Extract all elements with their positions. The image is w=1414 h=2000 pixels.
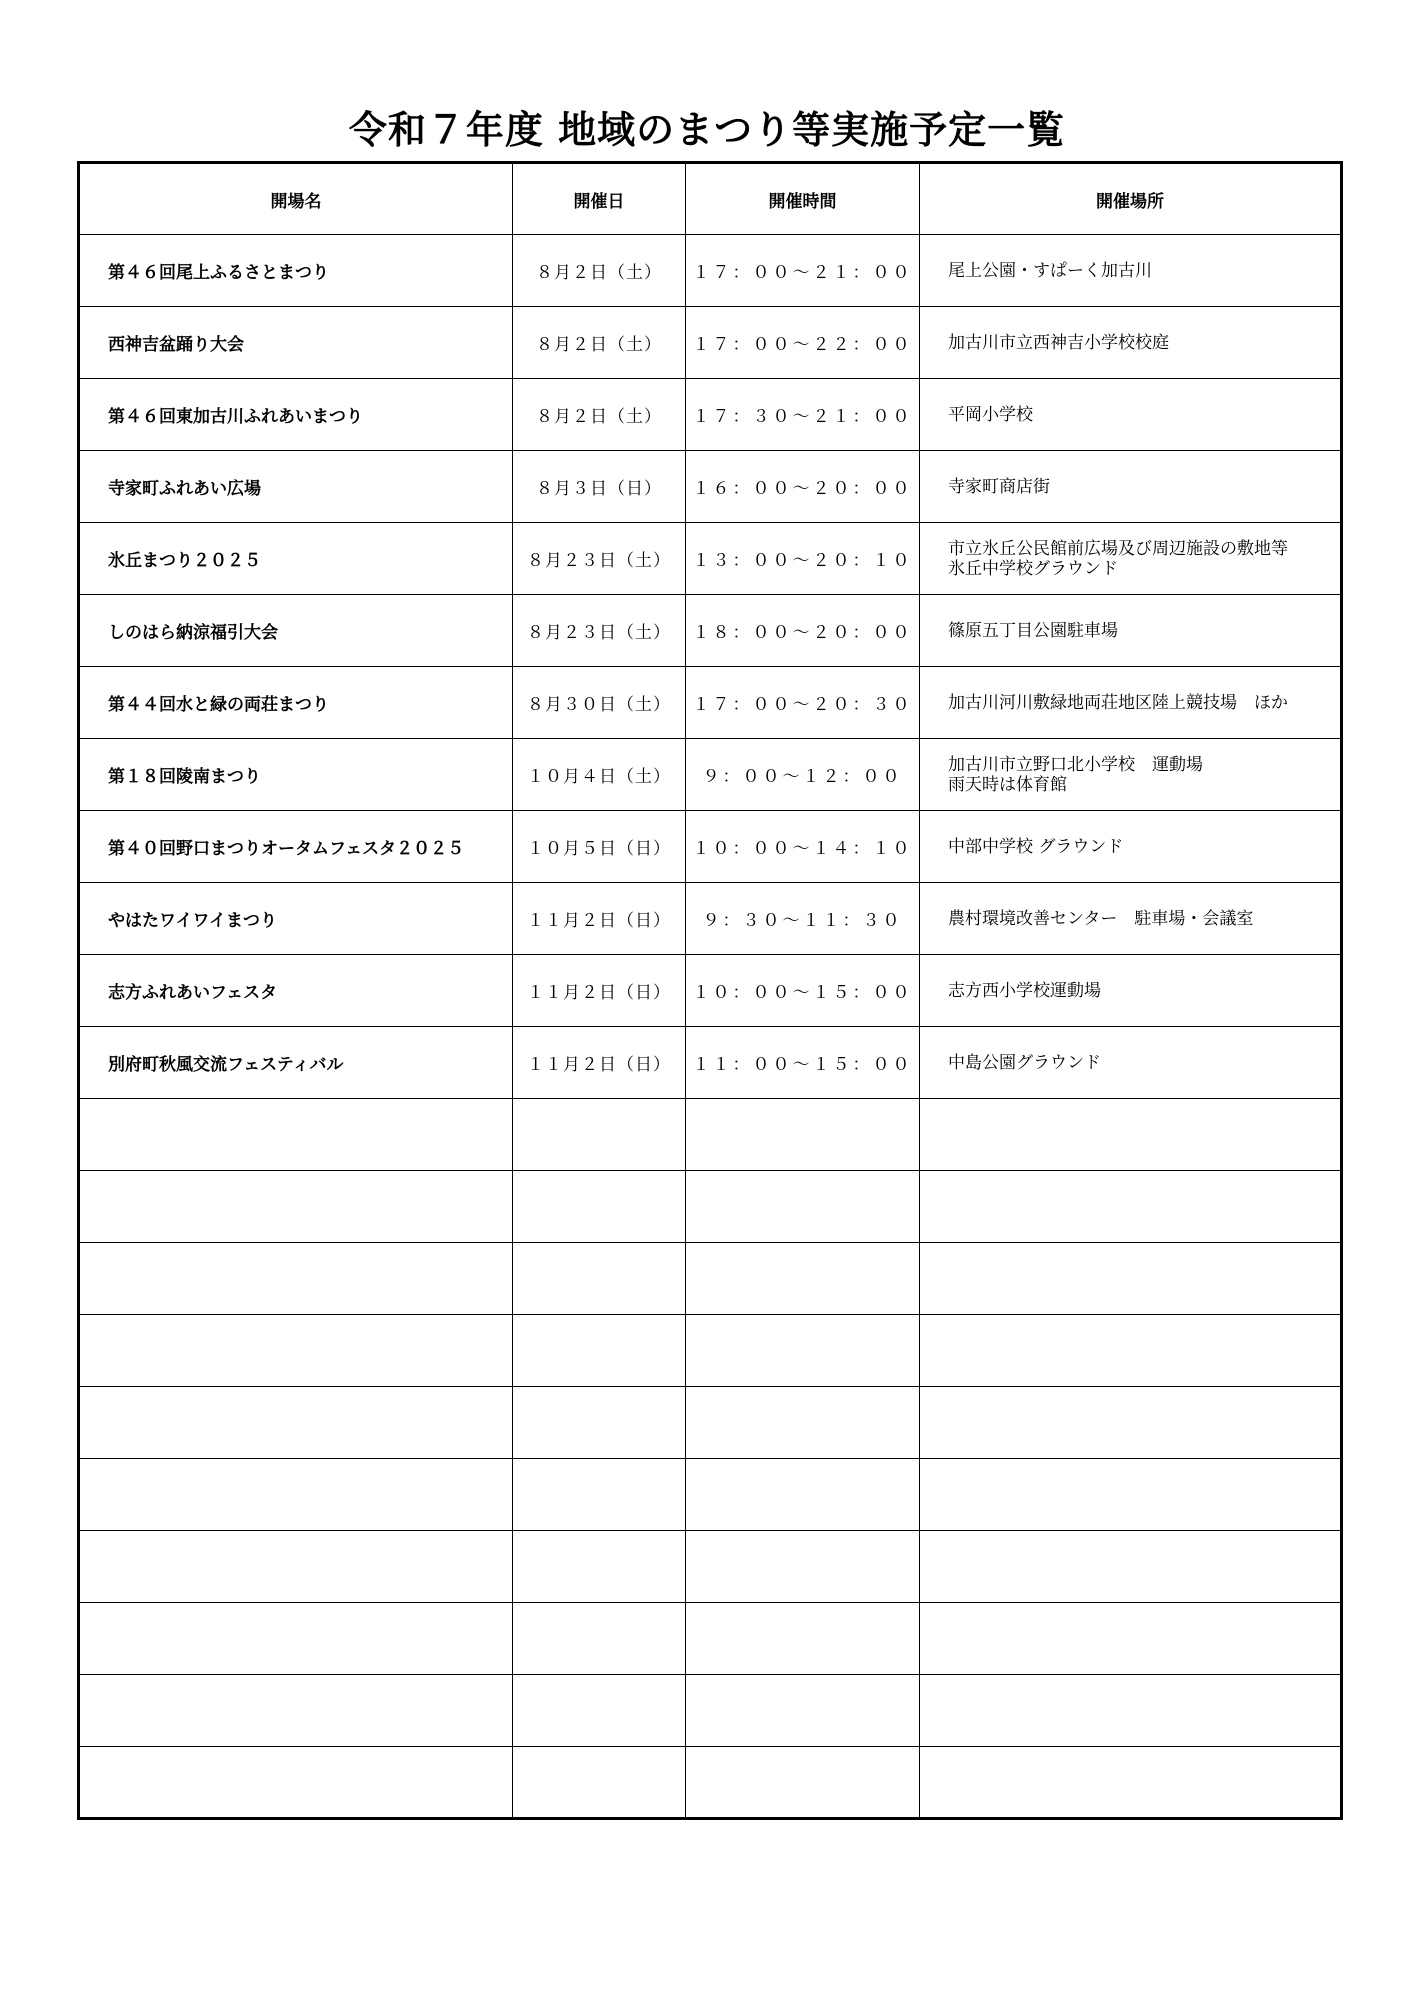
venue-line: 氷丘中学校グラウンド [948,558,1118,579]
event-time: １７：００～２２：００ [686,307,920,379]
empty-cell [79,1675,513,1747]
event-time: １８：００～２０：００ [686,595,920,667]
table-header-row [79,163,1342,235]
empty-cell [79,1531,513,1603]
venue-line: 雨天時は体育館 [948,774,1067,795]
empty-table-row [79,1459,1342,1531]
event-name: 西神吉盆踊り大会 [79,307,513,379]
table-row [79,307,1342,379]
table-row [79,811,1342,883]
empty-cell [79,1387,513,1459]
empty-cell [79,1171,513,1243]
empty-cell [920,1603,1342,1675]
empty-cell [920,1747,1342,1819]
empty-cell [686,1387,920,1459]
empty-table-row [79,1675,1342,1747]
venue-line: 加古川市立野口北小学校 運動場 [948,754,1203,775]
empty-cell [513,1099,686,1171]
event-name: 第１８回陵南まつり [79,739,513,811]
empty-cell [686,1315,920,1387]
event-venue [920,667,1342,739]
empty-cell [513,1387,686,1459]
empty-cell [79,1099,513,1171]
empty-cell [920,1243,1342,1315]
venue-line: 寺家町商店街 [948,476,1050,497]
empty-cell [920,1387,1342,1459]
event-date: １０月４日（土） [513,739,686,811]
event-time: １０：００～１５：００ [686,955,920,1027]
event-time: １７：００～２０：３０ [686,667,920,739]
empty-table-row [79,1171,1342,1243]
event-name: 寺家町ふれあい広場 [79,451,513,523]
header-name: 開場名 [79,163,513,235]
table-row [79,379,1342,451]
empty-cell [79,1315,513,1387]
empty-cell [920,1315,1342,1387]
event-venue [920,235,1342,307]
table-row [79,955,1342,1027]
empty-table-row [79,1387,1342,1459]
venue-line: 平岡小学校 [948,404,1033,425]
event-venue [920,595,1342,667]
event-venue [920,523,1342,595]
event-date: １０月５日（日） [513,811,686,883]
empty-table-row [79,1315,1342,1387]
event-time: ９：３０～１１：３０ [686,883,920,955]
header-venue: 開催場所 [920,163,1342,235]
empty-cell [686,1747,920,1819]
event-time: １３：００～２０：１０ [686,523,920,595]
event-name: 別府町秋風交流フェスティバル [79,1027,513,1099]
empty-cell [686,1459,920,1531]
festival-schedule-table [77,161,1343,1820]
venue-line: 篠原五丁目公園駐車場 [948,620,1118,641]
venue-line: 農村環境改善センター 駐車場・会議室 [948,908,1254,929]
event-date: ８月３日（日） [513,451,686,523]
empty-cell [686,1675,920,1747]
event-name: 第４６回尾上ふるさとまつり [79,235,513,307]
empty-cell [513,1603,686,1675]
venue-line: 尾上公園・すぱーく加古川 [948,260,1152,281]
empty-cell [920,1099,1342,1171]
event-date: １１月２日（日） [513,1027,686,1099]
event-time: １０：００～１４：１０ [686,811,920,883]
event-name: 志方ふれあいフェスタ [79,955,513,1027]
event-name: 第４６回東加古川ふれあいまつり [79,379,513,451]
event-time: １７：３０～２１：００ [686,379,920,451]
event-name: 第４４回水と緑の両荘まつり [79,667,513,739]
empty-cell [686,1099,920,1171]
event-date: ８月２３日（土） [513,523,686,595]
table-row [79,235,1342,307]
empty-cell [686,1171,920,1243]
empty-cell [79,1243,513,1315]
event-time: １７：００～２１：００ [686,235,920,307]
empty-table-row [79,1747,1342,1819]
empty-cell [686,1603,920,1675]
event-time: ９：００～１２：００ [686,739,920,811]
event-venue [920,883,1342,955]
table-body [79,235,1342,1819]
empty-cell [686,1531,920,1603]
table-row [79,595,1342,667]
empty-cell [513,1315,686,1387]
event-time: １１：００～１５：００ [686,1027,920,1099]
table-row [79,451,1342,523]
event-date: ８月２日（土） [513,235,686,307]
event-time: １６：００～２０：００ [686,451,920,523]
event-name: 第４０回野口まつりオータムフェスタ２０２５ [79,811,513,883]
empty-cell [920,1531,1342,1603]
event-venue [920,379,1342,451]
header-date: 開催日 [513,163,686,235]
venue-line: 加古川河川敷緑地両荘地区陸上競技場 ほか [948,692,1288,713]
event-venue [920,955,1342,1027]
table-row [79,1027,1342,1099]
empty-table-row [79,1099,1342,1171]
event-venue [920,739,1342,811]
event-date: ８月２日（土） [513,307,686,379]
empty-cell [79,1459,513,1531]
empty-cell [513,1675,686,1747]
empty-cell [513,1747,686,1819]
venue-line: 中部中学校 グラウンド [948,836,1124,857]
event-venue [920,811,1342,883]
event-venue [920,451,1342,523]
empty-cell [513,1171,686,1243]
event-date: １１月２日（日） [513,883,686,955]
empty-cell [920,1675,1342,1747]
table-row [79,523,1342,595]
event-name: 氷丘まつり２０２５ [79,523,513,595]
event-venue [920,307,1342,379]
table-row [79,739,1342,811]
empty-cell [686,1243,920,1315]
empty-cell [920,1459,1342,1531]
venue-line: 中島公園グラウンド [948,1052,1101,1073]
empty-table-row [79,1531,1342,1603]
empty-table-row [79,1603,1342,1675]
empty-cell [513,1531,686,1603]
venue-line: 志方西小学校運動場 [948,980,1101,1001]
empty-cell [920,1171,1342,1243]
event-name: しのはら納涼福引大会 [79,595,513,667]
event-date: ８月３０日（土） [513,667,686,739]
event-date: ８月２日（土） [513,379,686,451]
event-venue [920,1027,1342,1099]
venue-line: 市立氷丘公民館前広場及び周辺施設の敷地等 [948,538,1288,559]
empty-table-row [79,1243,1342,1315]
empty-cell [513,1459,686,1531]
header-time: 開催時間 [686,163,920,235]
venue-line: 加古川市立西神吉小学校校庭 [948,332,1169,353]
page-title: 令和７年度 地域のまつり等実施予定一覧 [348,108,1066,153]
event-date: １１月２日（日） [513,955,686,1027]
table-row [79,883,1342,955]
empty-cell [513,1243,686,1315]
event-date: ８月２３日（土） [513,595,686,667]
empty-cell [79,1747,513,1819]
table-row [79,667,1342,739]
event-name: やはたワイワイまつり [79,883,513,955]
empty-cell [79,1603,513,1675]
